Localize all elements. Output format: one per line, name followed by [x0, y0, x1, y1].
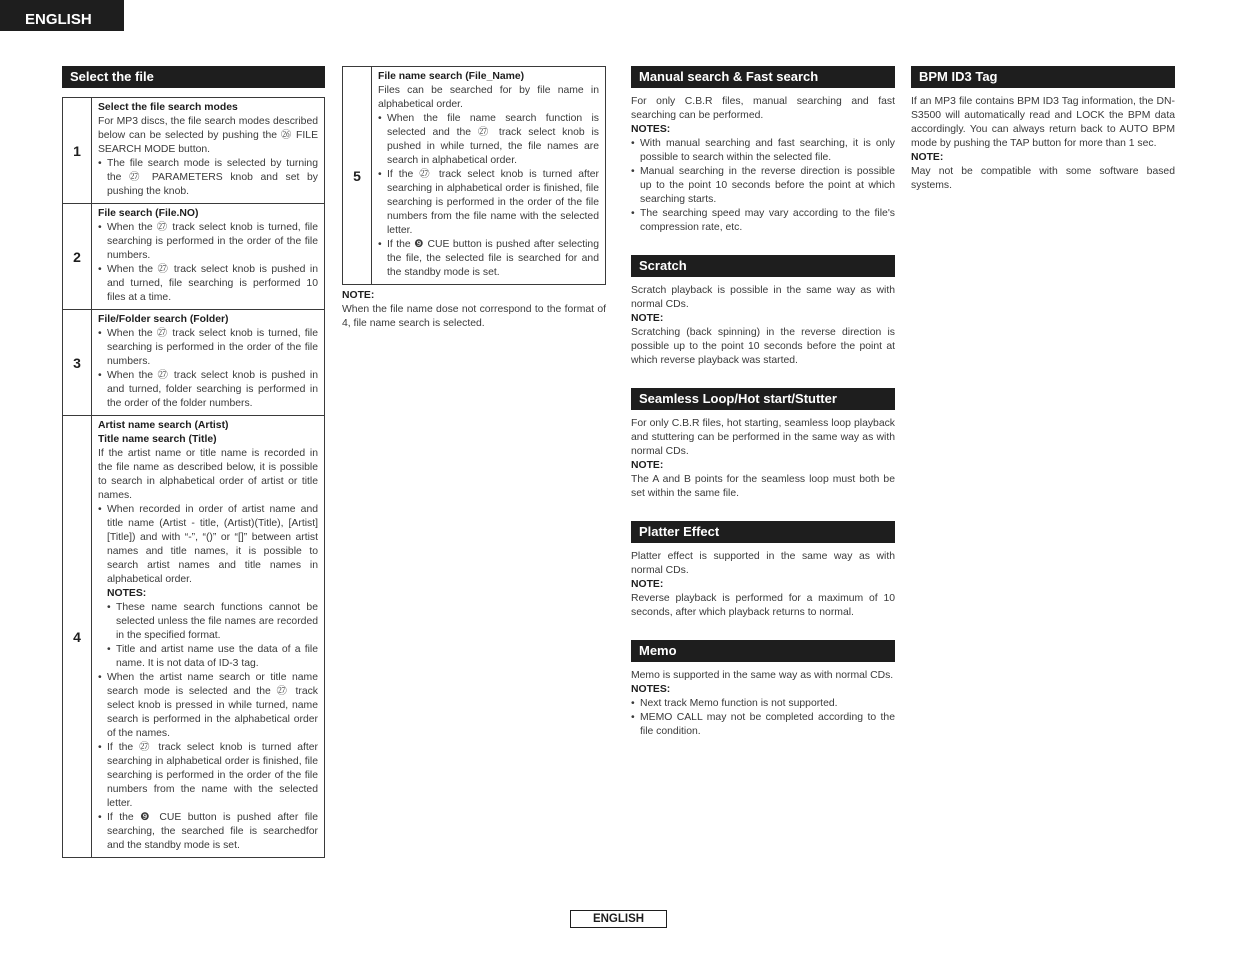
bullet-item: • If the ㉗ track select knob is turned after searching in alphabetical order is finished, file searching is performed in the order of the file numbers from the file name with the selected letter.: [378, 168, 599, 238]
step-number: 4: [63, 416, 92, 858]
step-text: For MP3 discs, the file search modes described below can be selected by pushing the ㉖ FILE SEARCH MODE button.: [98, 116, 318, 155]
bullet-item: • If the ❾ CUE button is pushed after file searching, the searched file is searchedfor and the standby mode is set.: [98, 811, 318, 853]
bullet-item: • If the ㉗ track select knob is turned after searching in alphabetical order is finished, file searching is performed in the order of the file numbers from the name with the selected letter.: [98, 741, 318, 811]
section-text: If an MP3 file contains BPM ID3 Tag information, the DN-S3500 will automatically read and LOCK the BPM data accordingly. You can always return back to AUTO BPM mode by pushing the TAP button for more than 1 sec.: [911, 96, 1175, 149]
bullet-item: • MEMO CALL may not be completed according to the file condition.: [631, 711, 895, 739]
step-row-2: [63, 204, 325, 310]
bullet-item: • Next track Memo function is not supported.: [631, 697, 895, 711]
section-scratch: [631, 255, 895, 368]
section-title: Seamless Loop/Hot start/Stutter: [631, 388, 895, 410]
section-title-select-file: Select the file: [62, 66, 325, 88]
section-text: Memo is supported in the same way as with normal CDs.: [631, 670, 894, 681]
step-text: Files can be searched for by file name in alphabetical order.: [378, 85, 599, 110]
step-number: 1: [63, 98, 92, 204]
note-label: NOTE:: [631, 460, 664, 471]
step-heading: File name search (File_Name): [378, 71, 525, 82]
column-file-name-search: [342, 66, 606, 331]
step-heading: File/Folder search (Folder): [98, 314, 229, 325]
note-text: When the file name dose not correspond to the format of 4, file name search is selected.: [342, 304, 606, 329]
section-title: Scratch: [631, 255, 895, 277]
bullet-item: • When the ㉗ track select knob is turned, file searching is performed in the order of the file numbers.: [98, 221, 318, 263]
step-heading: Select the file search modes: [98, 102, 238, 113]
bullet-item: • If the ❾ CUE button is pushed after selecting the file, the selected file is searched for and the standby mode is set.: [378, 238, 599, 280]
bullet-item: • When recorded in order of artist name and title name (Artist - title, (Artist)(Title), [Artist][Title]) and with “-”, “()” or “[]” between artist names and title names, it is possible to search artist names and title names in alphabetical order.: [98, 503, 318, 587]
section-text: For only C.B.R files, manual searching and fast searching can be performed.: [631, 96, 895, 121]
note-label: NOTE:: [342, 290, 375, 301]
section-memo: [631, 640, 895, 739]
section-title: Memo: [631, 640, 895, 662]
note-text: Scratching (back spinning) in the reverse direction is possible up to the point 10 seconds before the point at which reverse playback was started.: [631, 327, 895, 366]
section-text: Platter effect is supported in the same way as with normal CDs.: [631, 551, 895, 576]
notes-label: NOTES:: [631, 684, 671, 695]
section-text: Scratch playback is possible in the same way as with normal CDs.: [631, 285, 895, 310]
section-title-bpm-id3-tag: BPM ID3 Tag: [911, 66, 1175, 88]
note-item: • These name search functions cannot be selected unless the file names are recorded in the specified format.: [107, 601, 318, 643]
step-row-5: [343, 67, 606, 285]
column-bpm-id3: [911, 66, 1175, 193]
bullet-item: • Manual searching in the reverse direction is possible up to the point 10 seconds before the point at which searching starts.: [631, 165, 895, 207]
note-text: May not be compatible with some software based systems.: [911, 166, 1175, 191]
bullet-item: • When the artist name search or title name search mode is selected and the ㉗ track select knob is pressed in while turned, name search is performed in the alphabetical order of the names.: [98, 671, 318, 741]
note-label: NOTE:: [631, 313, 664, 324]
notes-label: NOTES:: [631, 124, 671, 135]
language-tab: ENGLISH: [0, 0, 124, 31]
step-heading: Artist name search (Artist): [98, 420, 229, 431]
section-title: Platter Effect: [631, 521, 895, 543]
note-item: • Title and artist name use the data of a file name. It is not data of ID-3 tag.: [107, 643, 318, 671]
bullet-item: • When the ㉗ track select knob is pushed in and turned, file searching is performed 10 files at a time.: [98, 263, 318, 305]
step-row-3: [63, 310, 325, 416]
column-playback-features: [631, 66, 895, 759]
section-text: For only C.B.R files, hot starting, seamless loop playback and stuttering can be performed in the same way as with normal CDs.: [631, 418, 895, 457]
section-seamless-loop: [631, 388, 895, 501]
bullet-item: • With manual searching and fast searching, it is only possible to search within the selected file.: [631, 137, 895, 165]
section-title: Manual search & Fast search: [631, 66, 895, 88]
bullet-item: • The file search mode is selected by turning the ㉗ PARAMETERS knob and set by pushing the knob.: [98, 157, 318, 199]
section-platter-effect: [631, 521, 895, 620]
bullet-item: • When the ㉗ track select knob is turned, file searching is performed in the order of the file numbers.: [98, 327, 318, 369]
step-row-1: [63, 98, 325, 204]
note-label: NOTE:: [911, 152, 944, 163]
note-label: NOTE:: [631, 579, 664, 590]
step-heading-secondary: Title name search (Title): [98, 434, 217, 445]
step-number: 3: [63, 310, 92, 416]
bullet-item: • The searching speed may vary according to the file's compression rate, etc.: [631, 207, 895, 235]
step5-table: [342, 66, 606, 285]
step-number: 2: [63, 204, 92, 310]
step-number: 5: [343, 67, 372, 285]
section-manual-search: [631, 66, 895, 235]
step-text: If the artist name or title name is recorded in the file name as described below, it is possible to search in alphabetical order of artist or title names.: [98, 448, 318, 501]
note-text: The A and B points for the seamless loop must both be set within the same file.: [631, 474, 895, 499]
steps-table: [62, 97, 325, 858]
bullet-item: • When the ㉗ track select knob is pushed in and turned, folder searching is performed in the order of the folder numbers.: [98, 369, 318, 411]
bullet-item: • When the file name search function is selected and the ㉗ track select knob is pushed in while turned, the file names are search in alphabetical order.: [378, 112, 599, 168]
column-select-file: [62, 66, 325, 858]
step-heading: File search (File.NO): [98, 208, 199, 219]
footer-language-label: ENGLISH: [570, 910, 667, 928]
note-text: Reverse playback is performed for a maximum of 10 seconds, after which playback returns to normal.: [631, 593, 895, 618]
notes-label: NOTES:: [107, 588, 147, 599]
step-row-4: [63, 416, 325, 858]
